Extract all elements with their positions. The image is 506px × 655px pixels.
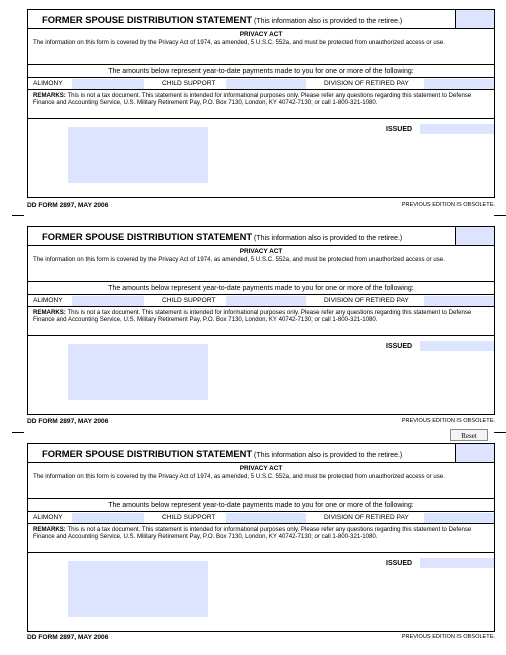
address-input[interactable] [68, 344, 208, 400]
form-title-note: (This information also is provided to the retiree.) [254, 235, 403, 242]
alimony-input[interactable] [72, 296, 144, 306]
form-title-note: (This information also is provided to the retiree.) [254, 18, 403, 25]
obsolete-note: PREVIOUS EDITION IS OBSOLETE. [401, 418, 495, 424]
alimony-input[interactable] [72, 79, 144, 89]
cut-line-right [494, 432, 506, 433]
form-number: DD FORM 2897, MAY 2006 [27, 634, 109, 641]
alimony-label: ALIMONY [33, 80, 63, 87]
address-issued-section [28, 119, 494, 197]
remarks-text: This is not a tax document. This statement is intended for informational purposes only. Please refer any questions regarding this statement to Defense Finance and Accounting Service, U.S. Military Retirement Pay, P.O. Box 7130, London, KY 40742-7130; or call 1-800-321-1080. [33, 309, 472, 324]
privacy-act-text: The information on this form is covered by the Privacy Act of 1974, as amended, 5 U.S.C. 552a, and must be protected from unauthorized access or use. [33, 473, 445, 480]
reset-button[interactable]: Reset [450, 429, 488, 441]
address-issued-section [28, 336, 494, 414]
payment-types-row [28, 78, 494, 90]
privacy-act-heading: PRIVACY ACT [239, 465, 283, 472]
form-title-row [28, 10, 494, 29]
child-support-label: CHILD SUPPORT [162, 297, 216, 304]
remarks-text: This is not a tax document. This statement is intended for informational purposes only. Please refer any questions regarding this statement to Defense Finance and Accounting Service, U.S. Military Retirement Pay, P.O. Box 7130, London, KY 40742-7130; or call 1-800-321-1080. [33, 526, 472, 541]
alimony-label: ALIMONY [33, 514, 63, 521]
remarks-text: This is not a tax document. This statement is intended for informational purposes only. Please refer any questions regarding this statement to Defense Finance and Accounting Service, U.S. Military Retirement Pay, P.O. Box 7130, London, KY 40742-7130; or call 1-800-321-1080. [33, 92, 472, 107]
payment-types-row [28, 512, 494, 524]
remarks-section [28, 524, 494, 553]
amounts-intro: The amounts below represent year-to-date payments made to you for one or more of the following: [28, 65, 494, 78]
form-number: DD FORM 2897, MAY 2006 [27, 418, 109, 425]
child-support-input[interactable] [226, 296, 306, 306]
child-support-label: CHILD SUPPORT [162, 514, 216, 521]
remarks-label: REMARKS: [33, 309, 66, 316]
alimony-input[interactable] [72, 513, 144, 523]
statement-copy-3 [27, 443, 495, 632]
address-issued-section [28, 553, 494, 631]
remarks-label: REMARKS: [33, 526, 66, 533]
address-input[interactable] [68, 127, 208, 183]
privacy-act-section [28, 463, 494, 499]
issued-label: ISSUED [386, 343, 413, 350]
form-title-note: (This information also is provided to the retiree.) [254, 452, 403, 459]
amounts-intro: The amounts below represent year-to-date payments made to you for one or more of the following: [28, 282, 494, 295]
remarks-section [28, 90, 494, 119]
title-input[interactable] [455, 444, 494, 462]
privacy-act-text: The information on this form is covered by the Privacy Act of 1974, as amended, 5 U.S.C. 552a, and must be protected from unauthorized access or use. [33, 256, 445, 263]
division-of-retired-pay-label: DIVISION OF RETIRED PAY [324, 297, 409, 304]
address-input[interactable] [68, 561, 208, 617]
privacy-act-heading: PRIVACY ACT [239, 31, 283, 38]
child-support-input[interactable] [226, 513, 306, 523]
payment-types-row [28, 295, 494, 307]
form-title: FORMER SPOUSE DISTRIBUTION STATEMENT [42, 231, 253, 242]
remarks-label: REMARKS: [33, 92, 66, 99]
form-title: FORMER SPOUSE DISTRIBUTION STATEMENT [42, 448, 253, 459]
statement-copy-2 [27, 226, 495, 415]
division-of-retired-pay-input[interactable] [424, 296, 494, 306]
form-title-row [28, 444, 494, 463]
obsolete-note: PREVIOUS EDITION IS OBSOLETE. [401, 202, 495, 208]
alimony-label: ALIMONY [33, 297, 63, 304]
obsolete-note: PREVIOUS EDITION IS OBSOLETE. [401, 634, 495, 640]
form-title-row [28, 227, 494, 246]
division-of-retired-pay-label: DIVISION OF RETIRED PAY [324, 80, 409, 87]
issued-label: ISSUED [386, 560, 413, 567]
privacy-act-section [28, 29, 494, 65]
issued-date-input[interactable] [420, 558, 494, 568]
form-number: DD FORM 2897, MAY 2006 [27, 202, 109, 209]
cut-line-left [12, 432, 24, 433]
issued-date-input[interactable] [420, 341, 494, 351]
amounts-intro: The amounts below represent year-to-date payments made to you for one or more of the following: [28, 499, 494, 512]
issued-label: ISSUED [386, 126, 413, 133]
cut-line-left [12, 215, 24, 216]
child-support-label: CHILD SUPPORT [162, 80, 216, 87]
child-support-input[interactable] [226, 79, 306, 89]
cut-line-right [494, 215, 506, 216]
title-input[interactable] [455, 227, 494, 245]
privacy-act-text: The information on this form is covered by the Privacy Act of 1974, as amended, 5 U.S.C. 552a, and must be protected from unauthorized access or use. [33, 39, 445, 46]
issued-date-input[interactable] [420, 124, 494, 134]
division-of-retired-pay-label: DIVISION OF RETIRED PAY [324, 514, 409, 521]
remarks-section [28, 307, 494, 336]
title-input[interactable] [455, 10, 494, 28]
division-of-retired-pay-input[interactable] [424, 513, 494, 523]
form-title: FORMER SPOUSE DISTRIBUTION STATEMENT [42, 14, 253, 25]
division-of-retired-pay-input[interactable] [424, 79, 494, 89]
statement-copy-1 [27, 9, 495, 198]
privacy-act-section [28, 246, 494, 282]
privacy-act-heading: PRIVACY ACT [239, 248, 283, 255]
